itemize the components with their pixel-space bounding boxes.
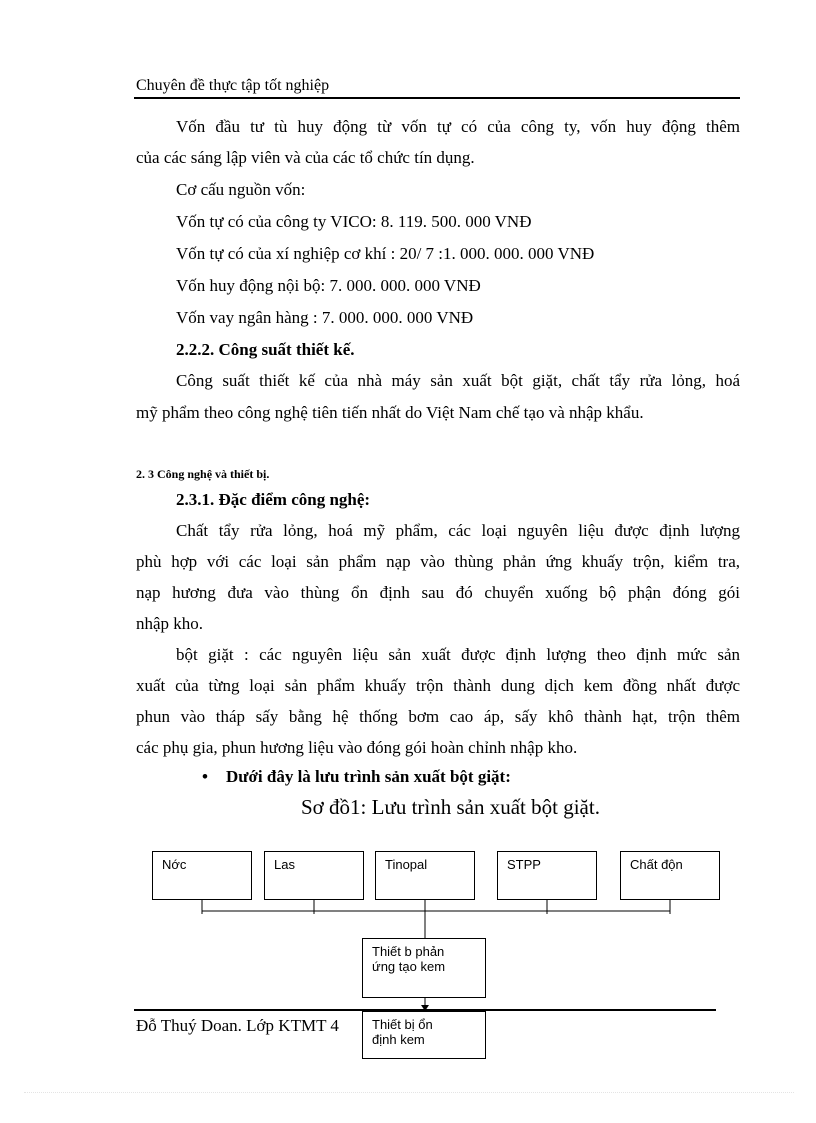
paragraph-line: phù hợp với các loại sản phẩm nạp vào thùng phản ứng khuấy trộn, kiểm tra, <box>136 552 740 571</box>
capital-item: Vốn tự có của công ty VICO: 8. 119. 500. 000 VNĐ <box>176 212 532 231</box>
section-heading-small: 2. 3 Công nghệ và thiết bị. <box>136 467 270 481</box>
paragraph-line: Vốn đầu tư tù huy động từ vốn tự có của công ty, vốn huy động thêm <box>176 117 740 136</box>
input-box-chat-don: Chất độn <box>620 851 720 900</box>
input-box-tinopal: Tinopal <box>375 851 475 900</box>
page-edge-dotted <box>24 1092 794 1093</box>
capital-item: Vốn tự có của xí nghiệp cơ khí : 20/ 7 :1. 000. 000. 000 VNĐ <box>176 244 595 263</box>
paragraph-line: bột giặt : các nguyên liệu sản xuất được định lượng theo định mức sản <box>176 645 740 664</box>
paragraph-line: xuất của từng loại sản phẩm khuấy trộn thành dung dịch kem đồng nhất được <box>136 676 740 695</box>
paragraph-line: Cơ cấu nguồn vốn: <box>176 180 306 199</box>
capital-item: Vốn vay ngân hàng : 7. 000. 000. 000 VNĐ <box>176 308 474 327</box>
bullet-text: Dưới đây là lưu trình sản xuất bột giặt: <box>226 767 511 786</box>
paragraph-line: Công suất thiết kế của nhà máy sản xuất bột giặt, chất tẩy rửa lỏng, hoá <box>176 371 740 390</box>
input-box-stpp: STPP <box>497 851 597 900</box>
paragraph-line: mỹ phẩm theo công nghệ tiên tiến nhất do Việt Nam chế tạo và nhập khẩu. <box>136 403 644 422</box>
paragraph-line: các phụ gia, phun hương liệu vào đóng gói hoàn chỉnh nhập kho. <box>136 738 578 757</box>
input-box-las: Las <box>264 851 364 900</box>
footer-text: Đỗ Thuý Doan. Lớp KTMT 4 <box>136 1016 339 1035</box>
page-header-title: Chuyên đề thực tập tốt nghiệp <box>136 77 330 94</box>
process-box-reaction: Thiết b phản ứng tạo kem <box>362 938 486 998</box>
process-box-stabilization: Thiết bị ổn định kem <box>362 1011 486 1059</box>
paragraph-line: phun vào tháp sấy bằng hệ thống bơm cao áp, sấy khô thành hạt, trộn thêm <box>136 707 740 726</box>
bullet-icon: • <box>202 767 208 786</box>
paragraph-line: nạp hương đưa vào thùng ổn định sau đó chuyển xuống bộ phận đóng gói <box>136 583 740 602</box>
input-box-nuoc: Nớc <box>152 851 252 900</box>
section-heading: 2.3.1. Đặc điểm công nghệ: <box>176 490 371 509</box>
diagram-title: Sơ đồ1: Lưu trình sản xuất bột giặt. <box>301 795 600 819</box>
paragraph-line: nhập kho. <box>136 614 204 633</box>
paragraph-line: Chất tẩy rửa lỏng, hoá mỹ phẩm, các loại nguyên liệu được định lượng <box>176 521 740 540</box>
section-heading: 2.2.2. Công suất thiết kế. <box>176 340 355 359</box>
paragraph-line: của các sáng lập viên và của các tổ chức tín dụng. <box>136 148 475 167</box>
capital-item: Vốn huy động nội bộ: 7. 000. 000. 000 VNĐ <box>176 276 481 295</box>
